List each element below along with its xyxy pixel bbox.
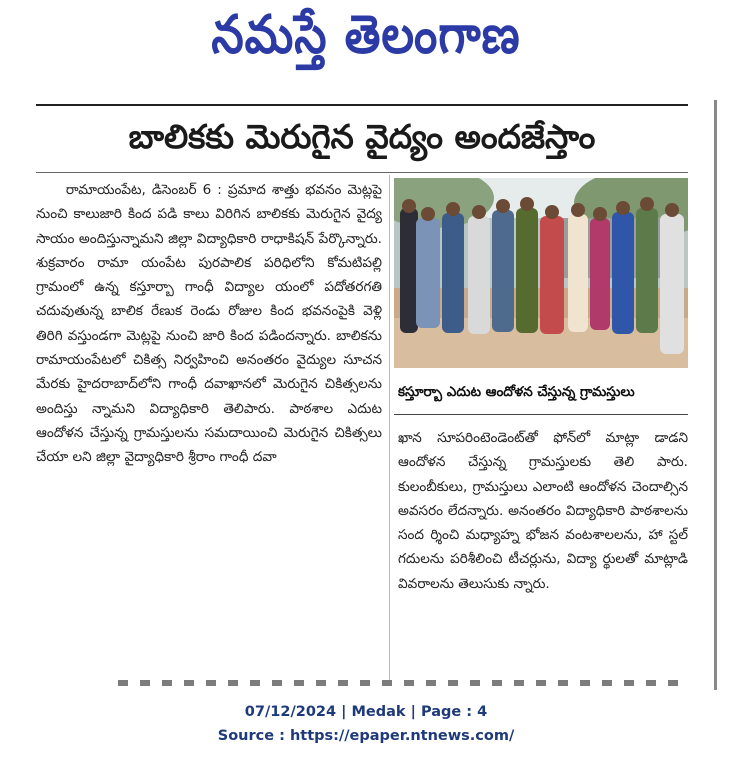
source-line[interactable]: Source : https://epaper.ntnews.com/: [217, 728, 515, 744]
article-body-right: ఖాన సూపరింటెండెంట్‌తో ఫోన్‌లో మాట్లా డాడని ఆందోళన చేస్తున్న గ్రామస్తులకు తెలి పారు. కులంబీకులు, గ్రామస్తులు ఎలాంటి ఆందోళన చెందాల్సిన అవసరం లేదన్నారు. అనంతరం విద్యాధికారి పాఠశాలను సంద ర్శించి మధ్యాహ్న భోజన వంటశాలలను, హా స్టల్ గదులను పరిశీలించి టీచర్లును, విద్యా ర్థులతో మాట్లాడి వివరాలను తెలుసుకు న్నారు.: [398, 430, 688, 592]
caption-rule: [394, 414, 688, 415]
newspaper-masthead: [0, 0, 732, 82]
article-body-left: రామాయంపేట, డిసెంబర్ 6 : ప్రమాద శాత్తు భవనం మెట్లపై నుంచి కాలుజారి కింద పడి కాలు విరిగిన బాలికకు మెరుగైన వైద్య సాయం అందిస్తున్నామని జిల్లా విద్యాధికారి రాధాకిషన్ పేర్కొన్నారు. శుక్రవారం రామా యంపేట పురపాలిక పరిధిలోని కోమటిపల్లి గ్రామంలో ఉన్న కస్తూర్బా గాంధీ విద్యాల యంలో పదోతరగతి చదువుతున్న బాలిక రేణుక రెండు రోజుల కింద భవనంపైకి వెళ్లి తిరిగి వస్తుండగా మెట్లపై నుంచి జారి కింద పడిందన్నారు. బాలికను రామాయంపేటలో చికిత్స నిర్వహించి అనంతరం వైద్యుల సూచన మేరకు హైదరాబాద్‌లోని గాంధీ దవాఖానలో మెరుగైన చికిత్సలను అందిస్తు న్నామని విద్యాధికారి తెలిపారు. పాఠశాల ఎదుట ఆందోళన చేస్తున్న గ్రామస్తులను సమదాయించి మెరుగైన చికిత్సలు చేయా లని జిల్లా వైద్యాధికారి శ్రీరాం గాంధీ దవా: [36, 182, 382, 466]
cut-off-next-article: [118, 680, 688, 686]
source-footer: [0, 700, 732, 748]
masthead-title: నమస్తే తెలంగాణ: [211, 3, 521, 66]
headline-text: బాలికకు మెరుగైన వైద్యం అందజేస్తాం: [128, 116, 596, 156]
photo-caption: కస్తూర్బా ఎదుట ఆందోళన చేస్తున్న గ్రామస్తులు: [398, 384, 635, 400]
article-body-left-column: [36, 178, 382, 668]
article-photo: [394, 178, 688, 368]
villagers-protest-photo: [394, 178, 688, 368]
clipping-edge: [714, 100, 717, 690]
article-headline: [36, 110, 688, 170]
article-body-right-column: [398, 426, 688, 666]
headline-bottom-rule: [36, 172, 688, 173]
column-divider: [389, 175, 390, 680]
edition-line: 07/12/2024 | Medak | Page : 4: [244, 704, 488, 720]
headline-top-rule: [36, 104, 688, 106]
